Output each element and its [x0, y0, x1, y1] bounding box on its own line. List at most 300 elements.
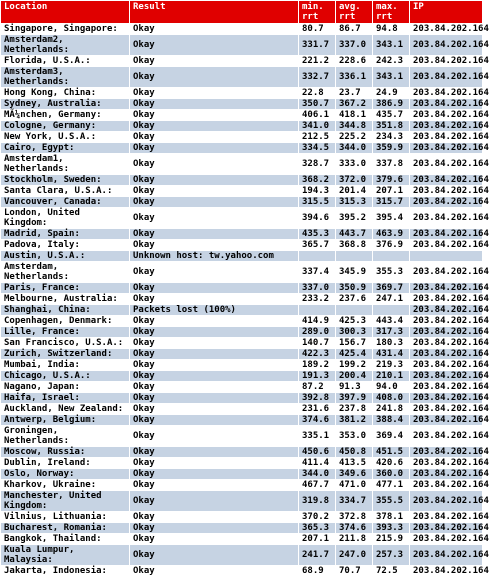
cell-max-rrt: 234.3	[373, 132, 409, 142]
cell-min-rrt: 414.9	[299, 316, 335, 326]
cell-result: Okay	[130, 469, 298, 479]
cell-result: Okay	[130, 175, 298, 185]
cell-result: Okay	[130, 240, 298, 250]
cell-avg-rrt: 201.4	[336, 186, 372, 196]
table-row	[1, 316, 482, 326]
cell-result: Okay	[130, 360, 298, 370]
cell-location: Bucharest, Romania:	[1, 523, 129, 533]
cell-min-rrt: 337.4	[299, 262, 335, 282]
cell-result: Okay	[130, 56, 298, 66]
table-row	[1, 175, 482, 185]
cell-min-rrt: 332.7	[299, 67, 335, 87]
cell-min-rrt: 341.0	[299, 121, 335, 131]
cell-avg-rrt: 425.3	[336, 316, 372, 326]
cell-max-rrt: 210.1	[373, 371, 409, 381]
cell-ip: 203.84.202.164	[410, 316, 482, 326]
cell-result: Okay	[130, 338, 298, 348]
cell-min-rrt: 140.7	[299, 338, 335, 348]
cell-min-rrt: 406.1	[299, 110, 335, 120]
table-row	[1, 35, 482, 55]
cell-location: Groningen, Netherlands:	[1, 426, 129, 446]
cell-location: Melbourne, Australia:	[1, 294, 129, 304]
cell-ip: 203.84.202.164	[410, 88, 482, 98]
cell-max-rrt: 247.1	[373, 294, 409, 304]
cell-location: Amsterdam3, Netherlands:	[1, 67, 129, 87]
table-row	[1, 283, 482, 293]
cell-ip: 203.84.202.164	[410, 35, 482, 55]
cell-result: Okay	[130, 110, 298, 120]
cell-location: Florida, U.S.A.:	[1, 56, 129, 66]
cell-result: Okay	[130, 121, 298, 131]
cell-max-rrt: 378.1	[373, 512, 409, 522]
cell-ip: 203.84.202.164	[410, 208, 482, 228]
cell-min-rrt: 194.3	[299, 186, 335, 196]
cell-ip: 203.84.202.164	[410, 229, 482, 239]
cell-max-rrt: 369.7	[373, 283, 409, 293]
cell-max-rrt: 242.3	[373, 56, 409, 66]
cell-location: Dublin, Ireland:	[1, 458, 129, 468]
cell-avg-rrt: 344.0	[336, 143, 372, 153]
cell-location: Stockholm, Sweden:	[1, 175, 129, 185]
cell-avg-rrt: 228.6	[336, 56, 372, 66]
cell-max-rrt: 451.5	[373, 447, 409, 457]
header-row	[1, 1, 482, 23]
cell-avg-rrt: 368.8	[336, 240, 372, 250]
cell-ip: 203.84.202.164	[410, 426, 482, 446]
cell-avg-rrt: 395.2	[336, 208, 372, 228]
table-row	[1, 404, 482, 414]
cell-ip: 203.84.202.164	[410, 458, 482, 468]
cell-avg-rrt: 425.4	[336, 349, 372, 359]
cell-max-rrt: 72.5	[373, 566, 409, 576]
table-row	[1, 458, 482, 468]
cell-location: Kharkov, Ukraine:	[1, 480, 129, 490]
cell-avg-rrt: 211.8	[336, 534, 372, 544]
cell-result: Okay	[130, 294, 298, 304]
table-row	[1, 371, 482, 381]
cell-result: Unknown host: tw.yahoo.com	[130, 251, 298, 261]
cell-avg-rrt: 199.2	[336, 360, 372, 370]
header-avg-rrt: avg. rrt	[336, 1, 372, 23]
cell-max-rrt: 431.4	[373, 349, 409, 359]
cell-location: Sydney, Australia:	[1, 99, 129, 109]
cell-ip: 203.84.202.164	[410, 240, 482, 250]
cell-result: Okay	[130, 393, 298, 403]
header-min-rrt: min. rrt	[299, 1, 335, 23]
cell-max-rrt: 94.8	[373, 24, 409, 34]
cell-ip	[410, 251, 482, 261]
cell-min-rrt: 350.7	[299, 99, 335, 109]
cell-ip: 203.84.202.164	[410, 305, 482, 315]
table-row	[1, 469, 482, 479]
cell-location: San Francisco, U.S.A.:	[1, 338, 129, 348]
header-max-rrt: max. rrt	[373, 1, 409, 23]
cell-location: Bangkok, Thailand:	[1, 534, 129, 544]
table-row	[1, 491, 482, 511]
cell-avg-rrt: 200.4	[336, 371, 372, 381]
cell-location: New York, U.S.A.:	[1, 132, 129, 142]
cell-location: Lille, France:	[1, 327, 129, 337]
cell-max-rrt: 376.9	[373, 240, 409, 250]
cell-avg-rrt: 345.9	[336, 262, 372, 282]
table-row	[1, 415, 482, 425]
cell-min-rrt: 289.0	[299, 327, 335, 337]
cell-max-rrt: 463.9	[373, 229, 409, 239]
cell-result: Okay	[130, 24, 298, 34]
cell-min-rrt: 207.1	[299, 534, 335, 544]
cell-max-rrt: 388.4	[373, 415, 409, 425]
cell-result: Okay	[130, 327, 298, 337]
table-row	[1, 305, 482, 315]
cell-avg-rrt: 70.7	[336, 566, 372, 576]
cell-result: Okay	[130, 35, 298, 55]
table-row	[1, 382, 482, 392]
cell-ip: 203.84.202.164	[410, 327, 482, 337]
cell-location: Antwerp, Belgium:	[1, 415, 129, 425]
table-row	[1, 240, 482, 250]
cell-result: Okay	[130, 262, 298, 282]
cell-avg-rrt: 156.7	[336, 338, 372, 348]
cell-max-rrt: 180.3	[373, 338, 409, 348]
cell-result: Okay	[130, 447, 298, 457]
cell-max-rrt	[373, 251, 409, 261]
cell-location: Chicago, U.S.A.:	[1, 371, 129, 381]
cell-result: Okay	[130, 143, 298, 153]
cell-avg-rrt: 367.2	[336, 99, 372, 109]
table-row	[1, 229, 482, 239]
table-row	[1, 393, 482, 403]
cell-ip: 203.84.202.164	[410, 338, 482, 348]
cell-ip: 203.84.202.164	[410, 491, 482, 511]
cell-location: MÃ¼nchen, Germany:	[1, 110, 129, 120]
cell-location: Haifa, Israel:	[1, 393, 129, 403]
cell-avg-rrt: 237.6	[336, 294, 372, 304]
table-row	[1, 566, 482, 576]
table-row	[1, 208, 482, 228]
cell-min-rrt: 80.7	[299, 24, 335, 34]
cell-max-rrt: 355.3	[373, 262, 409, 282]
cell-avg-rrt: 443.7	[336, 229, 372, 239]
cell-ip: 203.84.202.164	[410, 283, 482, 293]
cell-result: Okay	[130, 154, 298, 174]
cell-avg-rrt: 23.7	[336, 88, 372, 98]
cell-ip: 203.84.202.164	[410, 110, 482, 120]
table-row	[1, 426, 482, 446]
cell-min-rrt: 394.6	[299, 208, 335, 228]
cell-max-rrt: 360.0	[373, 469, 409, 479]
cell-min-rrt: 467.7	[299, 480, 335, 490]
cell-ip: 203.84.202.164	[410, 349, 482, 359]
cell-min-rrt: 370.2	[299, 512, 335, 522]
cell-ip: 203.84.202.164	[410, 415, 482, 425]
cell-result: Okay	[130, 283, 298, 293]
cell-result: Okay	[130, 566, 298, 576]
cell-min-rrt: 368.2	[299, 175, 335, 185]
cell-ip: 203.84.202.164	[410, 566, 482, 576]
cell-avg-rrt: 381.2	[336, 415, 372, 425]
cell-avg-rrt: 372.8	[336, 512, 372, 522]
cell-location: Amsterdam, Netherlands:	[1, 262, 129, 282]
table-row	[1, 360, 482, 370]
cell-max-rrt: 369.4	[373, 426, 409, 446]
cell-max-rrt: 343.1	[373, 67, 409, 87]
cell-max-rrt: 435.7	[373, 110, 409, 120]
cell-min-rrt: 87.2	[299, 382, 335, 392]
cell-avg-rrt: 337.0	[336, 35, 372, 55]
cell-max-rrt: 477.1	[373, 480, 409, 490]
cell-ip: 203.84.202.164	[410, 480, 482, 490]
cell-min-rrt: 191.3	[299, 371, 335, 381]
table-row	[1, 512, 482, 522]
cell-max-rrt: 379.6	[373, 175, 409, 185]
cell-min-rrt: 435.3	[299, 229, 335, 239]
cell-ip: 203.84.202.164	[410, 154, 482, 174]
cell-location: Jakarta, Indonesia:	[1, 566, 129, 576]
cell-location: Manchester, United Kingdom:	[1, 491, 129, 511]
cell-result: Okay	[130, 88, 298, 98]
cell-location: Auckland, New Zealand:	[1, 404, 129, 414]
cell-location: Zurich, Switzerland:	[1, 349, 129, 359]
cell-ip: 203.84.202.164	[410, 143, 482, 153]
cell-min-rrt: 344.0	[299, 469, 335, 479]
cell-min-rrt: 22.8	[299, 88, 335, 98]
table-row	[1, 99, 482, 109]
cell-location: Hong Kong, China:	[1, 88, 129, 98]
cell-avg-rrt: 315.3	[336, 197, 372, 207]
cell-location: Nagano, Japan:	[1, 382, 129, 392]
cell-max-rrt: 351.8	[373, 121, 409, 131]
cell-result: Okay	[130, 534, 298, 544]
cell-max-rrt: 420.6	[373, 458, 409, 468]
cell-max-rrt: 94.0	[373, 382, 409, 392]
table-row	[1, 67, 482, 87]
cell-avg-rrt	[336, 251, 372, 261]
cell-result: Okay	[130, 512, 298, 522]
cell-min-rrt: 212.5	[299, 132, 335, 142]
cell-ip: 203.84.202.164	[410, 262, 482, 282]
cell-location: Copenhagen, Denmark:	[1, 316, 129, 326]
cell-avg-rrt: 300.3	[336, 327, 372, 337]
cell-ip: 203.84.202.164	[410, 534, 482, 544]
cell-max-rrt: 343.1	[373, 35, 409, 55]
cell-avg-rrt: 413.5	[336, 458, 372, 468]
cell-max-rrt: 24.9	[373, 88, 409, 98]
cell-min-rrt: 233.2	[299, 294, 335, 304]
cell-max-rrt: 315.7	[373, 197, 409, 207]
cell-ip: 203.84.202.164	[410, 447, 482, 457]
cell-max-rrt: 215.9	[373, 534, 409, 544]
header-location: Location	[1, 1, 129, 23]
cell-max-rrt: 408.0	[373, 393, 409, 403]
cell-min-rrt: 241.7	[299, 545, 335, 565]
cell-result: Okay	[130, 186, 298, 196]
cell-max-rrt	[373, 305, 409, 315]
header-result: Result	[130, 1, 298, 23]
cell-min-rrt: 189.2	[299, 360, 335, 370]
cell-avg-rrt: 374.6	[336, 523, 372, 533]
cell-ip: 203.84.202.164	[410, 371, 482, 381]
cell-ip: 203.84.202.164	[410, 469, 482, 479]
cell-avg-rrt: 91.3	[336, 382, 372, 392]
cell-avg-rrt: 450.8	[336, 447, 372, 457]
header-ip: IP	[410, 1, 482, 23]
cell-location: London, United Kingdom:	[1, 208, 129, 228]
cell-avg-rrt: 336.1	[336, 67, 372, 87]
cell-result: Okay	[130, 382, 298, 392]
cell-min-rrt	[299, 251, 335, 261]
table-row	[1, 56, 482, 66]
cell-avg-rrt: 353.0	[336, 426, 372, 446]
cell-location: Amsterdam1, Netherlands:	[1, 154, 129, 174]
table-row	[1, 88, 482, 98]
cell-location: Vilnius, Lithuania:	[1, 512, 129, 522]
cell-min-rrt: 335.1	[299, 426, 335, 446]
cell-result: Okay	[130, 67, 298, 87]
cell-result: Okay	[130, 349, 298, 359]
cell-min-rrt: 328.7	[299, 154, 335, 174]
cell-min-rrt: 365.7	[299, 240, 335, 250]
cell-min-rrt: 450.6	[299, 447, 335, 457]
cell-min-rrt: 68.9	[299, 566, 335, 576]
cell-result: Okay	[130, 491, 298, 511]
table-row	[1, 24, 482, 34]
cell-min-rrt: 337.0	[299, 283, 335, 293]
cell-min-rrt	[299, 305, 335, 315]
cell-avg-rrt: 397.9	[336, 393, 372, 403]
cell-avg-rrt: 237.8	[336, 404, 372, 414]
cell-min-rrt: 231.6	[299, 404, 335, 414]
cell-location: Santa Clara, U.S.A.:	[1, 186, 129, 196]
cell-max-rrt: 386.9	[373, 99, 409, 109]
cell-result: Okay	[130, 316, 298, 326]
cell-result: Okay	[130, 208, 298, 228]
cell-ip: 203.84.202.164	[410, 404, 482, 414]
cell-avg-rrt: 349.6	[336, 469, 372, 479]
table-row	[1, 110, 482, 120]
cell-location: Singapore, Singapore:	[1, 24, 129, 34]
table-row	[1, 447, 482, 457]
cell-ip: 203.84.202.164	[410, 512, 482, 522]
cell-max-rrt: 393.3	[373, 523, 409, 533]
cell-min-rrt: 331.7	[299, 35, 335, 55]
cell-result: Okay	[130, 99, 298, 109]
cell-result: Okay	[130, 404, 298, 414]
cell-location: Padova, Italy:	[1, 240, 129, 250]
table-body	[1, 24, 489, 576]
cell-ip: 203.84.202.164	[410, 56, 482, 66]
table-row	[1, 154, 482, 174]
cell-result: Okay	[130, 545, 298, 565]
cell-ip: 203.84.202.164	[410, 175, 482, 185]
cell-ip: 203.84.202.164	[410, 186, 482, 196]
table-row	[1, 262, 482, 282]
cell-ip: 203.84.202.164	[410, 294, 482, 304]
cell-avg-rrt: 471.0	[336, 480, 372, 490]
cell-ip: 203.84.202.164	[410, 121, 482, 131]
cell-ip: 203.84.202.164	[410, 382, 482, 392]
cell-ip: 203.84.202.164	[410, 545, 482, 565]
table-row	[1, 338, 482, 348]
cell-result: Okay	[130, 197, 298, 207]
table-row	[1, 251, 482, 261]
table-row	[1, 197, 482, 207]
cell-location: Mumbai, India:	[1, 360, 129, 370]
cell-min-rrt: 221.2	[299, 56, 335, 66]
table-row	[1, 545, 482, 565]
cell-result: Okay	[130, 426, 298, 446]
cell-min-rrt: 334.5	[299, 143, 335, 153]
table-row	[1, 143, 482, 153]
cell-location: Cairo, Egypt:	[1, 143, 129, 153]
cell-location: Amsterdam2, Netherlands:	[1, 35, 129, 55]
cell-max-rrt: 257.3	[373, 545, 409, 565]
cell-avg-rrt: 344.8	[336, 121, 372, 131]
cell-max-rrt: 317.3	[373, 327, 409, 337]
cell-ip: 203.84.202.164	[410, 393, 482, 403]
cell-ip: 203.84.202.164	[410, 523, 482, 533]
cell-location: Oslo, Norway:	[1, 469, 129, 479]
cell-max-rrt: 241.8	[373, 404, 409, 414]
cell-ip: 203.84.202.164	[410, 99, 482, 109]
cell-max-rrt: 395.4	[373, 208, 409, 228]
cell-result: Okay	[130, 458, 298, 468]
cell-location: Shanghai, China:	[1, 305, 129, 315]
table-row	[1, 132, 482, 142]
table-row	[1, 121, 482, 131]
cell-ip: 203.84.202.164	[410, 132, 482, 142]
cell-avg-rrt: 334.7	[336, 491, 372, 511]
table-row	[1, 523, 482, 533]
cell-min-rrt: 392.8	[299, 393, 335, 403]
cell-location: Kuala Lumpur, Malaysia:	[1, 545, 129, 565]
table-row	[1, 349, 482, 359]
cell-min-rrt: 319.8	[299, 491, 335, 511]
table-header	[1, 1, 482, 23]
cell-max-rrt: 219.3	[373, 360, 409, 370]
table-row	[1, 327, 482, 337]
cell-min-rrt: 374.6	[299, 415, 335, 425]
cell-result: Okay	[130, 371, 298, 381]
cell-avg-rrt: 333.0	[336, 154, 372, 174]
cell-location: Austin, U.S.A.:	[1, 251, 129, 261]
cell-max-rrt: 443.4	[373, 316, 409, 326]
cell-result: Packets lost (100%)	[130, 305, 298, 315]
table-row	[1, 186, 482, 196]
cell-location: Vancouver, Canada:	[1, 197, 129, 207]
cell-location: Moscow, Russia:	[1, 447, 129, 457]
cell-max-rrt: 207.1	[373, 186, 409, 196]
cell-max-rrt: 355.5	[373, 491, 409, 511]
table-row	[1, 534, 482, 544]
cell-result: Okay	[130, 229, 298, 239]
cell-min-rrt: 411.4	[299, 458, 335, 468]
cell-ip: 203.84.202.164	[410, 360, 482, 370]
cell-avg-rrt: 372.0	[336, 175, 372, 185]
cell-location: Madrid, Spain:	[1, 229, 129, 239]
table-row	[1, 480, 482, 490]
cell-max-rrt: 359.9	[373, 143, 409, 153]
cell-result: Okay	[130, 480, 298, 490]
cell-avg-rrt: 86.7	[336, 24, 372, 34]
cell-result: Okay	[130, 523, 298, 533]
cell-result: Okay	[130, 415, 298, 425]
cell-result: Okay	[130, 132, 298, 142]
cell-min-rrt: 315.5	[299, 197, 335, 207]
table-row	[1, 294, 482, 304]
cell-min-rrt: 422.3	[299, 349, 335, 359]
cell-ip: 203.84.202.164	[410, 197, 482, 207]
cell-location: Cologne, Germany:	[1, 121, 129, 131]
